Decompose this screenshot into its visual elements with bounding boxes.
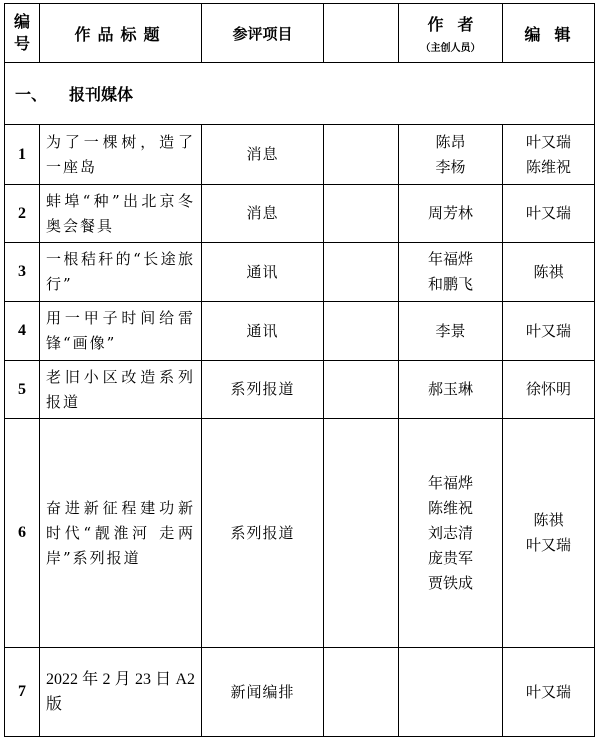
row-number: 3 [5, 243, 40, 302]
row-blank [324, 125, 399, 185]
row-title: 用一甲子时间给雷锋“画像” [40, 302, 202, 361]
row-blank [324, 419, 399, 648]
row-blank [324, 185, 399, 243]
row-editors [503, 419, 595, 648]
row-number: 4 [5, 302, 40, 361]
section-heading [5, 63, 595, 125]
editor-name: 叶又瑞 [525, 536, 571, 554]
header-author-label: 作者 [427, 15, 488, 34]
author-name: 刘志清 [427, 523, 473, 542]
row-authors [399, 419, 503, 648]
header-number [5, 4, 40, 63]
author-name: 郝玉琳 [427, 380, 473, 398]
table-row [5, 648, 595, 737]
row-editors [503, 302, 595, 361]
table-row [5, 361, 595, 419]
header-author-note: （主创人员） [420, 43, 481, 54]
author-name: 和鹏飞 [427, 275, 473, 293]
header-author [399, 4, 503, 63]
header-row [5, 4, 595, 63]
row-editors [503, 648, 595, 737]
row-blank [324, 361, 399, 419]
row-category: 新闻编排 [202, 648, 324, 737]
author-name: 李景 [435, 321, 466, 340]
row-blank [324, 648, 399, 737]
header-number-char-2: 号 [13, 34, 30, 53]
header-title: 作品标题 [40, 4, 202, 63]
row-title: 2022 年 2 月 23 日 A2 版 [40, 648, 202, 737]
table-row [5, 302, 595, 361]
header-blank [324, 4, 399, 63]
row-number: 5 [5, 361, 40, 419]
section-name: 报刊媒体 [69, 85, 134, 104]
section-index: 一、 [15, 85, 48, 104]
editor-name: 陈祺 [533, 262, 564, 281]
table-row [5, 243, 595, 302]
table-row [5, 419, 595, 648]
row-category: 系列报道 [202, 419, 324, 648]
header-editor: 编辑 [503, 4, 595, 63]
author-name: 庞贵军 [427, 548, 473, 567]
row-category: 通讯 [202, 302, 324, 361]
row-editors [503, 361, 595, 419]
row-number: 6 [5, 419, 40, 648]
editor-name: 叶又瑞 [525, 321, 571, 340]
header-number-char-1: 编 [13, 12, 30, 31]
header-category: 参评项目 [202, 4, 324, 63]
row-category: 系列报道 [202, 361, 324, 419]
author-name: 周芳林 [427, 204, 473, 222]
row-blank [324, 302, 399, 361]
row-authors [399, 648, 503, 737]
author-name: 陈维祝 [427, 498, 473, 517]
row-category: 消息 [202, 125, 324, 185]
row-number: 1 [5, 125, 40, 185]
row-authors [399, 302, 503, 361]
table-row [5, 125, 595, 185]
author-name: 陈昂 [435, 132, 466, 151]
row-editors [503, 243, 595, 302]
author-name: 年福烨 [427, 250, 473, 268]
table-body [5, 125, 595, 737]
table-row [5, 185, 595, 243]
author-name: 贾铁成 [427, 573, 473, 592]
row-category: 消息 [202, 185, 324, 243]
section-row [5, 63, 595, 125]
row-category: 通讯 [202, 243, 324, 302]
row-title: 为了一棵树，造了一座岛 [40, 125, 202, 185]
author-name: 李杨 [435, 157, 466, 176]
author-name: 年福烨 [427, 473, 473, 492]
editor-name: 陈祺 [533, 511, 564, 529]
row-title: 奋进新征程建功新时代“靓淮河 走两岸”系列报道 [40, 419, 202, 648]
row-blank [324, 243, 399, 302]
row-authors [399, 125, 503, 185]
row-number: 2 [5, 185, 40, 243]
row-authors [399, 185, 503, 243]
editor-name: 叶又瑞 [525, 132, 571, 151]
row-editors [503, 125, 595, 185]
editor-name: 叶又瑞 [525, 204, 571, 222]
editor-name: 徐怀明 [525, 380, 571, 398]
editor-name: 陈维祝 [525, 157, 571, 176]
award-list-table [4, 3, 595, 737]
row-title: 一根秸秆的“长途旅行” [40, 243, 202, 302]
row-number: 7 [5, 648, 40, 737]
row-authors [399, 243, 503, 302]
row-authors [399, 361, 503, 419]
editor-name: 叶又瑞 [525, 682, 571, 701]
row-editors [503, 185, 595, 243]
row-title: 蚌埠“种”出北京冬奥会餐具 [40, 185, 202, 243]
row-title: 老旧小区改造系列报道 [40, 361, 202, 419]
